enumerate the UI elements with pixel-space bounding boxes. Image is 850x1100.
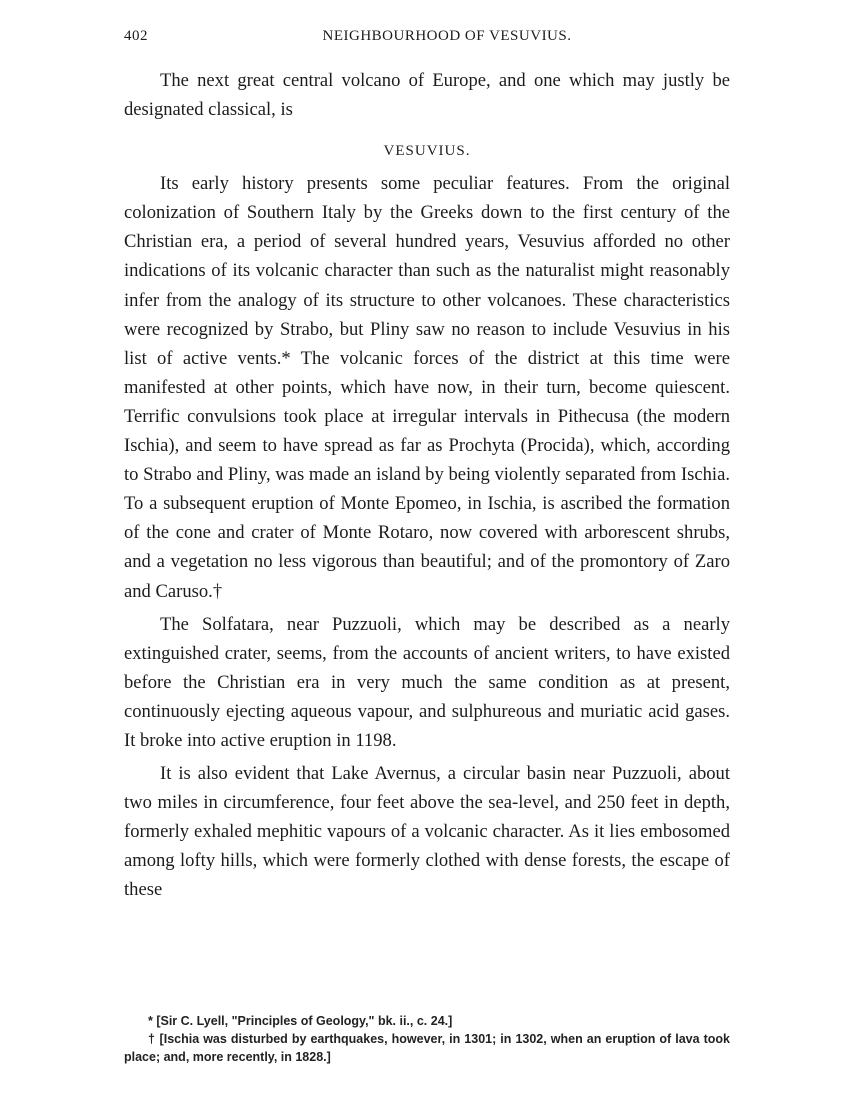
footnote: † [Ischia was disturbed by earthquakes, however, in 1301; in 1302, when an eruption of lava took place; and, more recently, in 1828.] bbox=[124, 1032, 730, 1064]
paragraph: Its early history presents some peculiar features. From the original colonization of Southern Italy by the Greeks down to the first century of the Christian era, a period of several hundred years, Vesuvius afforded no other indications of its volcanic character than such as the naturalist might reasonably infer from the analogy of its structure to other volcanoes. These characteristics were recognized by Strabo, but Pliny saw no reason to include Vesuvius in his list of active vents.* The volcanic forces of the district at this time were manifested at other points, which have now, in their turn, become quiescent. Terrific convulsions took place at irregular intervals in Pithecusa (the modern Ischia), and seem to have spread as far as Prochyta (Procida), which, according to Strabo and Pliny, was made an island by being violently separated from Ischia. To a subsequent eruption of Monte Epomeo, in Ischia, is ascribed the formation of the cone and crater of Monte Rotaro, now covered with arborescent shrubs, and a vegetation no less vigorous than beautiful; and of the promontory of Zaro and Caruso.† bbox=[124, 173, 730, 602]
section-heading: VESUVIUS. bbox=[383, 143, 471, 160]
page-number: 402 bbox=[124, 28, 148, 44]
intro-paragraph: The next great central volcano of Europe, and one which may justly be designated classical, is bbox=[124, 70, 730, 121]
paragraph: It is also evident that Lake Avernus, a circular basin near Puzzuoli, about two miles in circumference, four feet above the sea-level, and 250 feet in depth, formerly exhaled mephitic vapours of a volcanic character. As it lies embosomed among lofty hills, which were formerly clothed with dense forests, the escape of these bbox=[124, 763, 730, 901]
body-text bbox=[124, 66, 730, 905]
footnotes bbox=[124, 1012, 730, 1066]
running-head: NEIGHBOURHOOD OF VESUVIUS. bbox=[322, 28, 572, 44]
page-header bbox=[124, 24, 730, 52]
paragraph: The Solfatara, near Puzzuoli, which may be described as a nearly extinguished crater, seems, from the accounts of ancient writers, to have existed before the Christian era in very much the same condition as at present, continuously ejecting aqueous vapour, and sulphureous and muriatic acid gases. It broke into active eruption in 1198. bbox=[124, 613, 730, 751]
footnote: * [Sir C. Lyell, "Principles of Geology," bk. ii., c. 24.] bbox=[148, 1014, 453, 1028]
